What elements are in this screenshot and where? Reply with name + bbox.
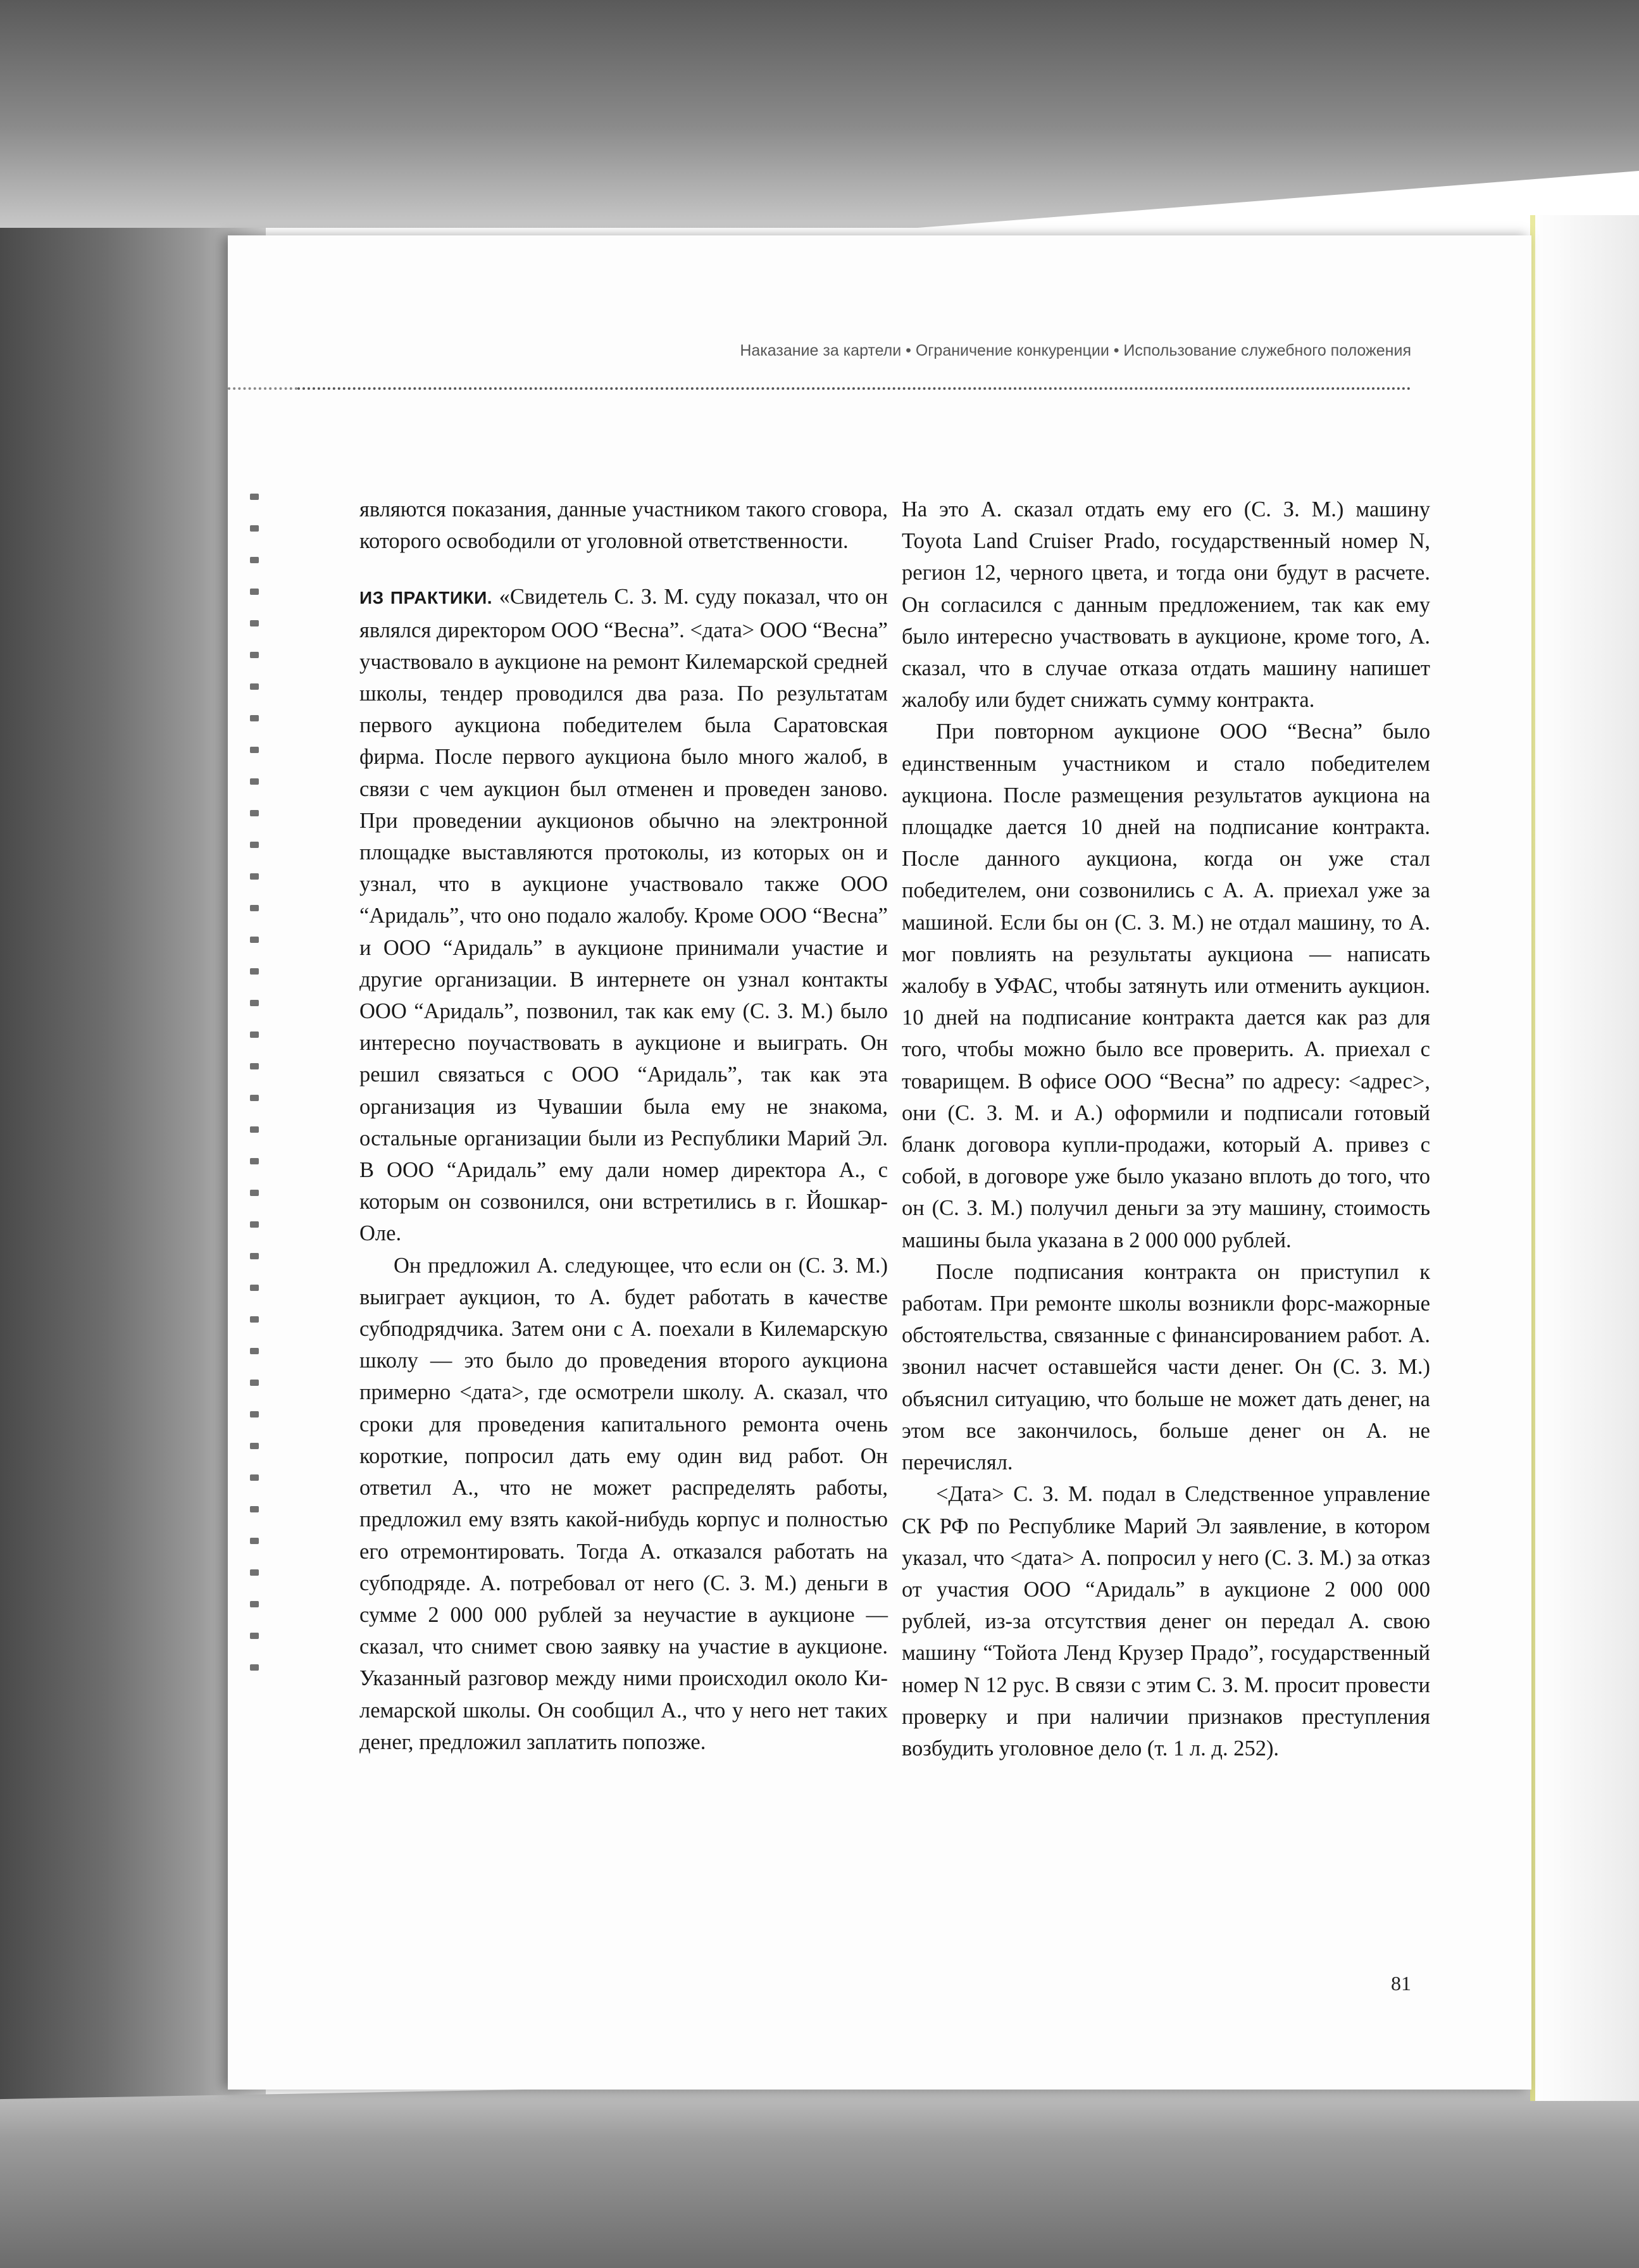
binding-mark [250, 873, 259, 880]
page-number: 81 [1391, 1972, 1411, 1995]
binding-mark [250, 620, 259, 626]
binding-mark [250, 1316, 259, 1323]
binding-mark [250, 652, 259, 658]
header-rule-left [228, 387, 297, 390]
binding-mark [250, 1348, 259, 1354]
binding-mark [250, 1221, 259, 1228]
paragraph: При повторном аукционе ООО “Весна” было единственным участником и стало победителем аукциона. После размещения результатов аукциона на площадке дается 10 дней на подписание контракта. После данного аукциона, когда он уже стал победителем, они созвонились с А. А. приехал уже за машиной. Если бы он (С. З. М.) не отдал машину, то А. мог повлиять на результаты аукциона — написать жалобу в УФАС, чтобы затянуть или отменить аукцион. 10 дней на подписание контракта дается как раз для того, чтобы можно было все проверить. А. приехал с товарищем. В офисе ООО “Весна” по адресу: <адрес>, они (С. З. М. и А.) оформили и подписали готовый бланк договора купли-продажи, который А. привез с собой, в договоре уже было указано вплоть до того, что он (С. З. М.) получил деньги за эту машину, стоимость машины была указана в 2 000 000 рублей. [902, 720, 1430, 1252]
binding-mark [250, 1380, 259, 1386]
paragraph-continuation: являются показания, данные участником такого сговора, которого освободили от уголовной ответственности. [359, 497, 888, 554]
paragraph: <Дата> С. З. М. подал в Следственное управление СК РФ по Республике Марий Эл заявление, в котором указал, что <дата> А. попросил у него (С. З. М.) за отказ от участия ООО “Аридаль” в аукционе 2 000 000 рублей, из-за отсутствия денег он передал А. свою машину “Тойота Ленд Крузер Прадо”, государственный номер N 12 рус. В связи с этим С. З. М. просит провести проверку и при наличии признаков преступления возбудить уголовное дело (т. 1 л. д. 252). [902, 1482, 1430, 1760]
binding-mark [250, 1538, 259, 1544]
running-head: Наказание за картели • Ограничение конкуренции • Использование служебного положения [740, 342, 1411, 359]
binding-mark [250, 810, 259, 816]
binding-mark [250, 937, 259, 943]
binding-mark [250, 1031, 259, 1038]
paragraph: Он предложил А. следующее, что если он (С. З. М.) выиграет аукцион, то А. будет работать в качестве субподрядчика. Затем они с А. поехали в Килемарскую школу — это было до проведения второго аукциона примерно <дата>, где осмотрели школу. А. сказал, что сроки для проведения капитального ремонта очень короткие, попросил дать ему один вид работ. Он ответил А., что не может распределять работы, предложил ему взять какой-нибудь корпус и полностью его отремонтировать. Тогда А. отказался работать на субподряде. А. потребовал от него (С. З. М.) деньги в сумме 2 000 000 рублей за неучастие в аукционе — сказал, что снимет свою заявку на участие в аукционе. Указанный разговор между ними происходил около Килемарской школы. Он сообщил А., что у него нет таких денег, предложил заплатить попозже. [359, 1253, 888, 1754]
binding-mark [250, 968, 259, 975]
binding-mark [250, 1601, 259, 1607]
practice-lead: ИЗ ПРАКТИКИ. [359, 588, 493, 608]
binding-mark [250, 1126, 259, 1133]
binding-mark [250, 494, 259, 500]
binding-mark [250, 715, 259, 721]
practice-text: «Свидетель С. З. М. суду показал, что он являлся директором ООО “Весна”. <дата> ООО “Весна” участвовало в аукционе на ремонт Килемарской средней школы, тендер проводился два раза. По результатам первого аукциона победителем была Саратовская фирма. После первого аукциона было много жалоб, в связи с чем аукцион был отменен и проведен заново. При проведении аукционов обычно на электронной площадке выставляются протоколы, из которых он и узнал, что в аукционе участвовало также ООО “Аридаль”, что оно подало жалобу. Кроме ООО “Весна” и ООО “Аридаль” в аукционе принимали участие и другие организации. В интернете он узнал контакты ООО “Аридаль”, позвонил, так как ему (С. З. М.) было интересно поучаствовать в аукционе и выиграть. Он решил связаться с ООО “Аридаль”, так как эта организация из Чувашии была ему не знакома, остальные организации были из Республики Марий Эл. В ООО “Аридаль” ему дали номер директора А., с которым он созвонился, они встретились в г. Йошкар-Оле. [359, 585, 888, 1246]
binding-mark [250, 525, 259, 532]
binding-mark [250, 1633, 259, 1639]
scan-shadow-top [0, 0, 1639, 228]
paragraph: На это А. сказал отдать ему его (С. З. М.) машину Toyota Land Cruiser Prado, государственный номер N, регион 12, черного цвета, и тогда они будут в расчете. Он согласился с данным предложением, так как ему было интересно участвовать в аукционе, кроме того, А. сказал, что в случае отказа отдать машину напишет жалобу или будет снижать сумму контракта. [902, 497, 1430, 713]
scan-shadow-left [0, 0, 266, 2268]
scan-shadow-right [1531, 215, 1639, 2101]
binding-mark [250, 778, 259, 785]
scan-shadow-bottom [0, 2069, 1639, 2268]
binding-mark [250, 1285, 259, 1291]
binding-mark [250, 1063, 259, 1069]
practice-paragraph [359, 581, 888, 1249]
binding-mark [250, 1664, 259, 1671]
binding-mark [250, 557, 259, 563]
left-column [359, 494, 888, 1758]
paragraph: После подписания контракта он приступил к работам. При ремонте школы возникли форс-мажорные обстоятельства, связанные с финансированием работ. А. звонил насчет оставшейся части денег. Он (С. З. М.) объяснил ситуацию, что больше не может дать денег, на этом все закончилось, больше денег он А. не перечислял. [902, 1259, 1430, 1475]
binding-mark [250, 1158, 259, 1164]
header-rule [297, 387, 1411, 390]
binding-mark [250, 589, 259, 595]
binding-mark [250, 1443, 259, 1449]
binding-mark [250, 1095, 259, 1101]
binding-marks [250, 494, 269, 1696]
binding-mark [250, 1569, 259, 1576]
binding-mark [250, 1474, 259, 1481]
binding-mark [250, 1253, 259, 1259]
binding-mark [250, 842, 259, 848]
binding-mark [250, 905, 259, 911]
binding-mark [250, 683, 259, 690]
binding-mark [250, 747, 259, 753]
binding-mark [250, 1000, 259, 1006]
binding-mark [250, 1190, 259, 1196]
binding-mark [250, 1411, 259, 1418]
right-column [902, 494, 1430, 1764]
binding-mark [250, 1506, 259, 1512]
